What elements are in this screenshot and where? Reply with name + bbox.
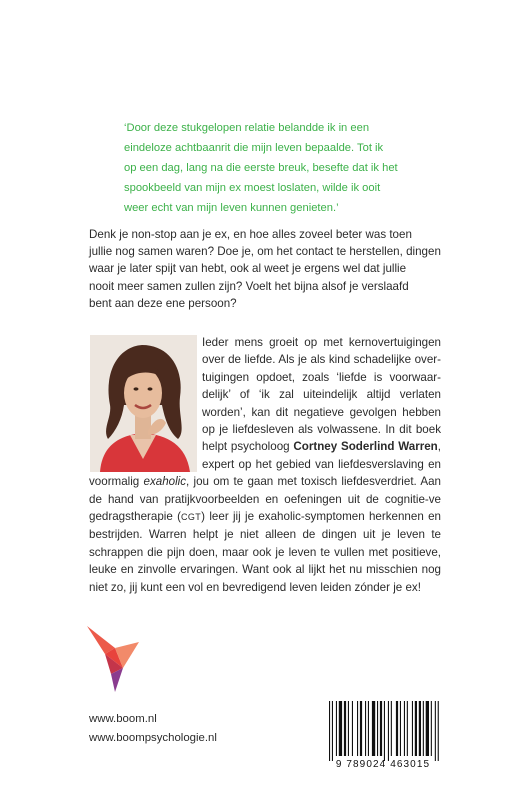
quote-line: ‘Door deze stukgelopen relatie belandde ik in een bbox=[124, 122, 370, 134]
barcode-bar bbox=[344, 701, 346, 756]
barcode-bar bbox=[415, 701, 417, 756]
barcode-bar bbox=[404, 701, 405, 756]
exaholic-term: exaholic bbox=[143, 475, 187, 489]
quote-line: op een dag, lang na die eerste breuk, besefte dat ik het bbox=[124, 162, 398, 174]
isbn-barcode bbox=[325, 701, 443, 767]
barcode-bar bbox=[423, 701, 424, 756]
barcode-bar bbox=[357, 701, 358, 756]
barcode-bar bbox=[352, 701, 353, 756]
intro-line: Denk je non-stop aan je ex, en hoe alles zoveel beter was toen bbox=[89, 228, 412, 241]
barcode-bar bbox=[384, 701, 385, 761]
intro-line: bent aan deze ene persoon? bbox=[89, 296, 237, 310]
website-links bbox=[89, 710, 217, 747]
barcode-bar bbox=[360, 701, 362, 756]
website-link[interactable]: www.boompsychologie.nl bbox=[89, 731, 217, 744]
barcode-bar bbox=[391, 701, 392, 756]
publisher-bird-logo-icon bbox=[85, 624, 139, 694]
website-link[interactable]: www.boom.nl bbox=[89, 713, 157, 725]
barcode-bar bbox=[412, 701, 413, 756]
barcode-bar bbox=[372, 701, 375, 756]
barcode-bar bbox=[435, 701, 436, 761]
isbn-number: 9 789024 463015 bbox=[335, 759, 431, 770]
quote-line: weer echt van mijn leven kunnen genieten.’ bbox=[124, 202, 339, 214]
cgt-abbreviation: CGT bbox=[180, 512, 202, 523]
description-text bbox=[89, 334, 441, 596]
barcode-bar bbox=[407, 701, 408, 756]
quote-line: eindeloze achtbaanrit die mijn leven bepaalde. Tot ik bbox=[124, 142, 384, 154]
blurb-quote bbox=[124, 118, 414, 218]
intro-line: nooit meer samen zullen zijn? Voelt het bijna alsof je verslaafd bbox=[89, 279, 409, 293]
intro-line: jullie nog samen waren? Doe je, om het contact te herstellen, dingen bbox=[89, 245, 441, 259]
barcode-bar bbox=[348, 701, 349, 756]
photo-spacer bbox=[89, 334, 202, 472]
barcode-bar bbox=[431, 701, 432, 756]
barcode-bar bbox=[377, 701, 378, 756]
barcode-bar bbox=[368, 701, 369, 756]
intro-line: waar je later spijt van hebt, ook al weet je ergens wel dat jullie bbox=[89, 262, 407, 276]
barcode-bar bbox=[336, 701, 337, 756]
description-part: Ieder mens groeit op met kernovertuigingen over de liefde. Als je als kind schadelijke over-tuigingen opdoet, zoals ‘liefde is voorwaar-delijk’ of ‘ik zal uiteindelijk altijd verlaten worden’, kan dit negatieve gevolgen hebben op je liefdesleven als volwassene. In dit boek helpt psycholoog bbox=[202, 336, 441, 454]
barcode-bar bbox=[419, 701, 421, 756]
quote-line: spookbeeld van mijn ex moest loslaten, wilde ik ooit bbox=[124, 182, 381, 194]
barcode-bar bbox=[380, 701, 382, 756]
description-part: , jou om te gaan met toxisch liefdesverdriet. Aan de hand van pratijkvoorbeelden en oefeningen uit de cognitie-ve gedragstherapie ( bbox=[89, 475, 441, 524]
barcode-bar bbox=[426, 701, 429, 756]
barcode-bar bbox=[438, 701, 439, 761]
intro-paragraph bbox=[89, 226, 441, 312]
barcode-bar bbox=[400, 701, 401, 756]
barcode-bar bbox=[388, 701, 389, 761]
barcode-bar bbox=[329, 701, 330, 761]
barcode-bar bbox=[396, 701, 398, 756]
description-part: , expert op het gebied van liefdesverslaving en voormalig bbox=[89, 440, 441, 489]
barcode-bar bbox=[332, 701, 333, 761]
barcode-bar bbox=[365, 701, 366, 756]
description-part: ) leer jij je exaholic-symptomen herkennen en bestrijden. Warren helpt je niet alleen de dingen uit je leven te schrappen die pijn doen, maar ook je leven te vullen met positieve, leuke en zinvolle ervaringen. Want ook al lijkt het nu misschien nog niet zo, jij kunt een vol en bevredigend leven leiden zónder je ex! bbox=[89, 510, 441, 594]
author-name: Cortney Soderlind Warren bbox=[293, 440, 438, 454]
barcode-bar bbox=[339, 701, 342, 756]
